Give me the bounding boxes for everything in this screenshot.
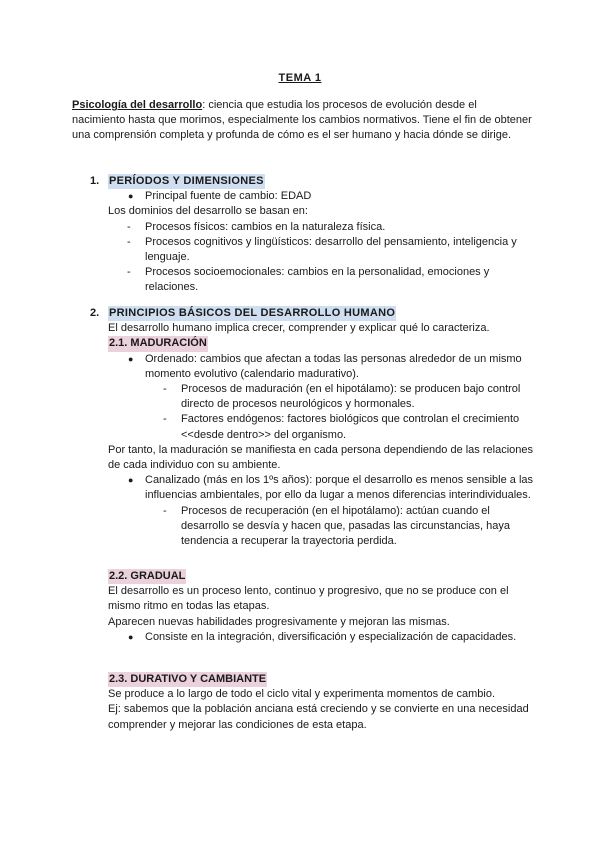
gradual-text-1: El desarrollo es un proceso lento, continuo y progresivo, que no se produce con el mismo ritmo en todas las etapas. — [108, 585, 509, 613]
intro-paragraph — [72, 98, 532, 144]
gradual-bullet: Consiste en la integración, diversificación y especialización de capacidades. — [145, 630, 517, 643]
list-item — [0, 352, 535, 382]
section-2-heading: PRINCIPIOS BÁSICOS DEL DESARROLLO HUMANO — [108, 306, 396, 321]
dash-icon: - — [163, 504, 167, 517]
section-1-bullet: Principal fuente de cambio: EDAD — [145, 190, 312, 203]
gradual-text-2: Aparecen nuevas habilidades progresivamente y mejoran las mismas. — [108, 615, 450, 628]
dash-icon: - — [127, 235, 131, 248]
intro-text: : ciencia que estudia los procesos de evolución desde el nacimiento hasta que morimos, especialmente los cambios normativos. Tiene el fin de obtener una comprensión completa y profunda de cómo es el ser humano y hacia dónde se dirige. — [72, 99, 532, 142]
bullet-dot-icon: ● — [128, 191, 134, 202]
subsection-2-2 — [0, 569, 600, 645]
section-2-header — [0, 306, 600, 321]
section-1 — [0, 174, 600, 296]
section-1-header — [0, 174, 600, 189]
list-item — [0, 473, 535, 503]
subsection-2-1-heading: 2.1. MADURACIÓN — [108, 336, 208, 351]
domain-item: Procesos cognitivos y lingüísticos: desarrollo del pensamiento, inteligencia y lenguaje. — [145, 235, 517, 263]
dash-icon: - — [127, 266, 131, 279]
dash-icon: - — [163, 382, 167, 395]
subsection-2-3-header — [0, 672, 538, 687]
subsection-2-1-header — [0, 336, 538, 351]
bullet-dot-icon: ● — [128, 353, 134, 364]
subsection-2-3-heading: 2.3. DURATIVO Y CAMBIANTE — [108, 672, 267, 687]
domain-item: Procesos físicos: cambios en la naturaleza física. — [145, 220, 386, 233]
list-item — [0, 220, 525, 235]
list-item — [0, 630, 535, 645]
subsection-2-3 — [0, 672, 600, 733]
list-item — [0, 265, 525, 295]
list-item — [0, 504, 521, 550]
bullet-dot-icon: ● — [128, 631, 134, 642]
section-1-number: 1. — [90, 175, 100, 187]
section-1-heading: PERÍODOS Y DIMENSIONES — [108, 174, 265, 189]
list-item — [0, 235, 525, 265]
section-1-lead: Los dominios del desarrollo se basan en: — [108, 205, 308, 218]
dash-icon: - — [163, 413, 167, 426]
subsection-2-2-heading: 2.2. GRADUAL — [108, 569, 186, 584]
list-item — [0, 412, 521, 442]
durativo-text-1: Se produce a lo largo de todo el ciclo vital y experimenta momentos de cambio. — [108, 688, 496, 701]
section-2-lead: El desarrollo humano implica crecer, comprender y explicar qué lo caracteriza. — [108, 322, 490, 335]
section-2 — [0, 306, 600, 549]
page-title: TEMA 1 — [278, 72, 322, 84]
domain-item: Procesos socioemocionales: cambios en la personalidad, emociones y relaciones. — [145, 266, 490, 294]
section-2-number: 2. — [90, 307, 100, 319]
maduracion-middle-text: Por tanto, la maduración se manifiesta en cada persona dependiendo de las relaciones de cada individuo con su ambiente. — [108, 443, 533, 471]
dash-icon: - — [127, 220, 131, 233]
endogenos-item: Factores endógenos: factores biológicos que controlan el crecimiento <<desde dentro>> del organismo. — [181, 413, 520, 441]
subsection-2-2-header — [0, 569, 538, 584]
recuperacion-item: Procesos de recuperación (en el hipotálamo): actúan cuando el desarrollo se desvía y hacen que, pasadas las circunstancias, haya tendencia a recuperar la trayectoria perdida. — [181, 504, 510, 548]
bullet-dot-icon: ● — [128, 475, 134, 486]
ordenado-text: Ordenado: cambios que afectan a todas las personas alrededor de un mismo momento evolutivo (calendario madurativo). — [145, 352, 522, 380]
durativo-text-2: Ej: sabemos que la población anciana está creciendo y se convierte en una necesidad comprender y mejorar las condiciones de esta etapa. — [108, 703, 529, 731]
list-item — [0, 189, 535, 204]
intro-term: Psicología del desarrollo — [72, 99, 203, 111]
maduracion-item: Procesos de maduración (en el hipotálamo): se producen bajo control directo de procesos neurológicos y hormonales. — [181, 382, 521, 411]
canalizado-text: Canalizado (más en los 1ºs años): porque el desarrollo es menos sensible a las influencias ambientales, por ello da lugar a menos diferencias interindividuales. — [145, 474, 534, 502]
list-item — [0, 382, 521, 412]
